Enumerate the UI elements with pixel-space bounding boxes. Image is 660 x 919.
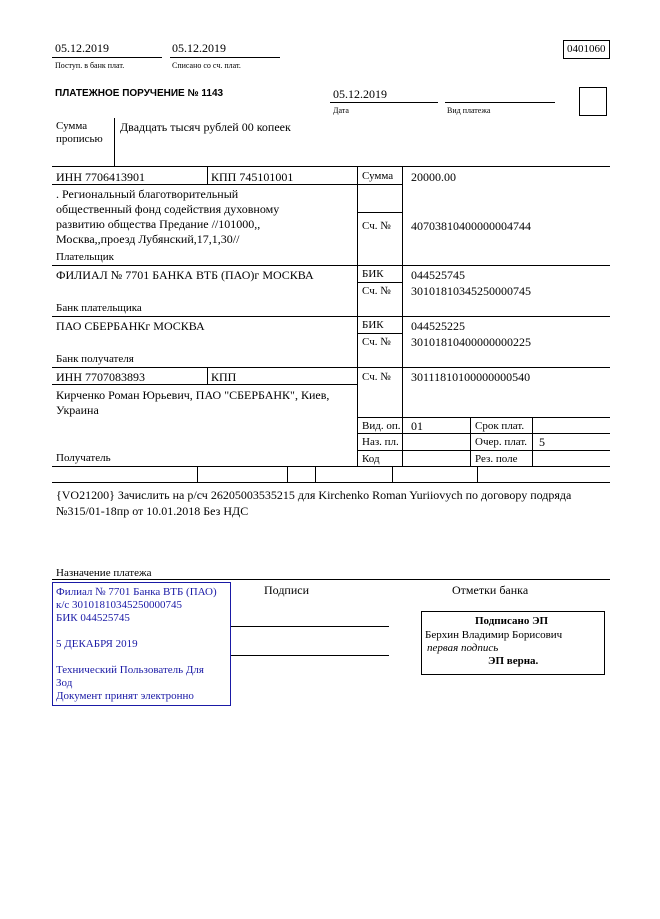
payer-inn: ИНН 7706413901	[56, 170, 145, 184]
bank-stamp	[52, 582, 231, 706]
purpose-line: №315/01-18пр от 10.01.2018 Без НДС	[56, 504, 249, 518]
e-signature-box	[421, 611, 605, 675]
payer-bank-account-label: Сч. №	[362, 285, 391, 297]
payer-name-line: развитию общества Предание //101000,,	[56, 217, 261, 231]
stamp-line: к/с 30101810345250000745	[56, 599, 183, 611]
payee-inn: ИНН 7707083893	[56, 370, 145, 384]
payee-bank-bik: 044525225	[411, 319, 465, 333]
e-signature-role: первая подпись	[427, 642, 499, 654]
payer-account-label: Сч. №	[362, 220, 391, 232]
purpose-line: {VO21200} Зачислить на р/сч 26205003535215 для Kirchenko Roman Yuriiovych по договору подряда	[56, 488, 572, 502]
payer-name-line: . Региональный благотворительный	[56, 187, 239, 201]
stamp-line: Технический Пользователь Для	[56, 664, 204, 676]
payer-name-line: Москва,,проезд Лубянский,17,1,30//	[56, 232, 240, 246]
amount-words-label-1: Сумма	[56, 120, 88, 132]
bank-marks-label: Отметки банка	[452, 583, 529, 597]
payer-bank-name: ФИЛИАЛ № 7701 БАНКА ВТБ (ПАО)г МОСКВА	[56, 268, 314, 282]
payee-account: 30111810100000000540	[411, 370, 531, 384]
order-date-label: Дата	[333, 106, 349, 115]
payee-label: Получатель	[56, 452, 111, 464]
date-debited-label: Списано со сч. плат.	[172, 61, 241, 70]
stamp-line: Документ принят электронно	[56, 690, 194, 702]
payee-bank-account: 30101810400000000225	[411, 335, 531, 349]
op-type-value: 01	[411, 419, 423, 433]
payee-bank-bik-label: БИК	[362, 319, 384, 331]
e-signature-title: Подписано ЭП	[475, 615, 549, 627]
amount-label: Сумма	[362, 170, 394, 182]
priority-label: Очер. плат.	[475, 436, 528, 448]
payment-type-label: Вид платежа	[447, 106, 491, 115]
payee-account-label: Сч. №	[362, 371, 391, 383]
reserve-label: Рез. поле	[475, 453, 518, 465]
stamp-line: Филиал № 7701 Банка ВТБ (ПАО)	[56, 586, 217, 598]
amount-words-value: Двадцать тысяч рублей 00 копеек	[120, 120, 291, 134]
purpose-label: Назначение платежа	[56, 567, 152, 579]
form-code-box	[563, 40, 610, 59]
order-field-box	[579, 87, 607, 116]
payer-bank-bik: 044525745	[411, 268, 465, 282]
payer-kpp: КПП 745101001	[211, 170, 294, 184]
stamp-date: 5 ДЕКАБРЯ 2019	[56, 638, 138, 650]
payee-bank-label: Банк получателя	[56, 353, 134, 365]
amount-words-label-2: прописью	[56, 133, 103, 145]
payee-name-line: Кирченко Роман Юрьевич, ПАО "СБЕРБАНК", Киев,	[56, 388, 330, 402]
e-signature-verdict: ЭП верна.	[488, 655, 539, 667]
stamp-line: БИК 044525745	[56, 612, 130, 624]
code-label: Код	[362, 453, 380, 465]
form-code: 0401060	[567, 43, 606, 55]
date-received-label: Поступ. в банк плат.	[55, 61, 125, 70]
payer-bank-label: Банк плательщика	[56, 302, 142, 314]
priority-value: 5	[539, 435, 545, 449]
payer-bank-account: 30101810345250000745	[411, 284, 531, 298]
amount-value: 20000.00	[411, 170, 456, 184]
e-signature-signer: Берхин Владимир Борисович	[425, 629, 563, 641]
payee-bank-account-label: Сч. №	[362, 336, 391, 348]
payee-kpp-label: КПП	[211, 370, 237, 384]
stamp-line: Зод	[56, 677, 73, 689]
date-debited: 05.12.2019	[172, 41, 226, 55]
due-label: Срок плат.	[475, 420, 525, 432]
payer-account: 40703810400000004744	[411, 219, 531, 233]
payer-label: Плательщик	[56, 251, 114, 263]
purpose-code-label: Наз. пл.	[362, 436, 399, 448]
op-type-label: Вид. оп.	[362, 420, 401, 432]
document-title: ПЛАТЕЖНОЕ ПОРУЧЕНИЕ № 1143	[55, 88, 224, 99]
payer-bank-bik-label: БИК	[362, 268, 384, 280]
order-date: 05.12.2019	[333, 87, 387, 101]
signatures-label: Подписи	[264, 583, 310, 597]
payee-bank-name: ПАО СБЕРБАНКг МОСКВА	[56, 319, 205, 333]
date-received: 05.12.2019	[55, 41, 109, 55]
payer-name-line: общественный фонд содействия духовному	[56, 202, 280, 216]
payee-name-line: Украина	[56, 403, 99, 417]
